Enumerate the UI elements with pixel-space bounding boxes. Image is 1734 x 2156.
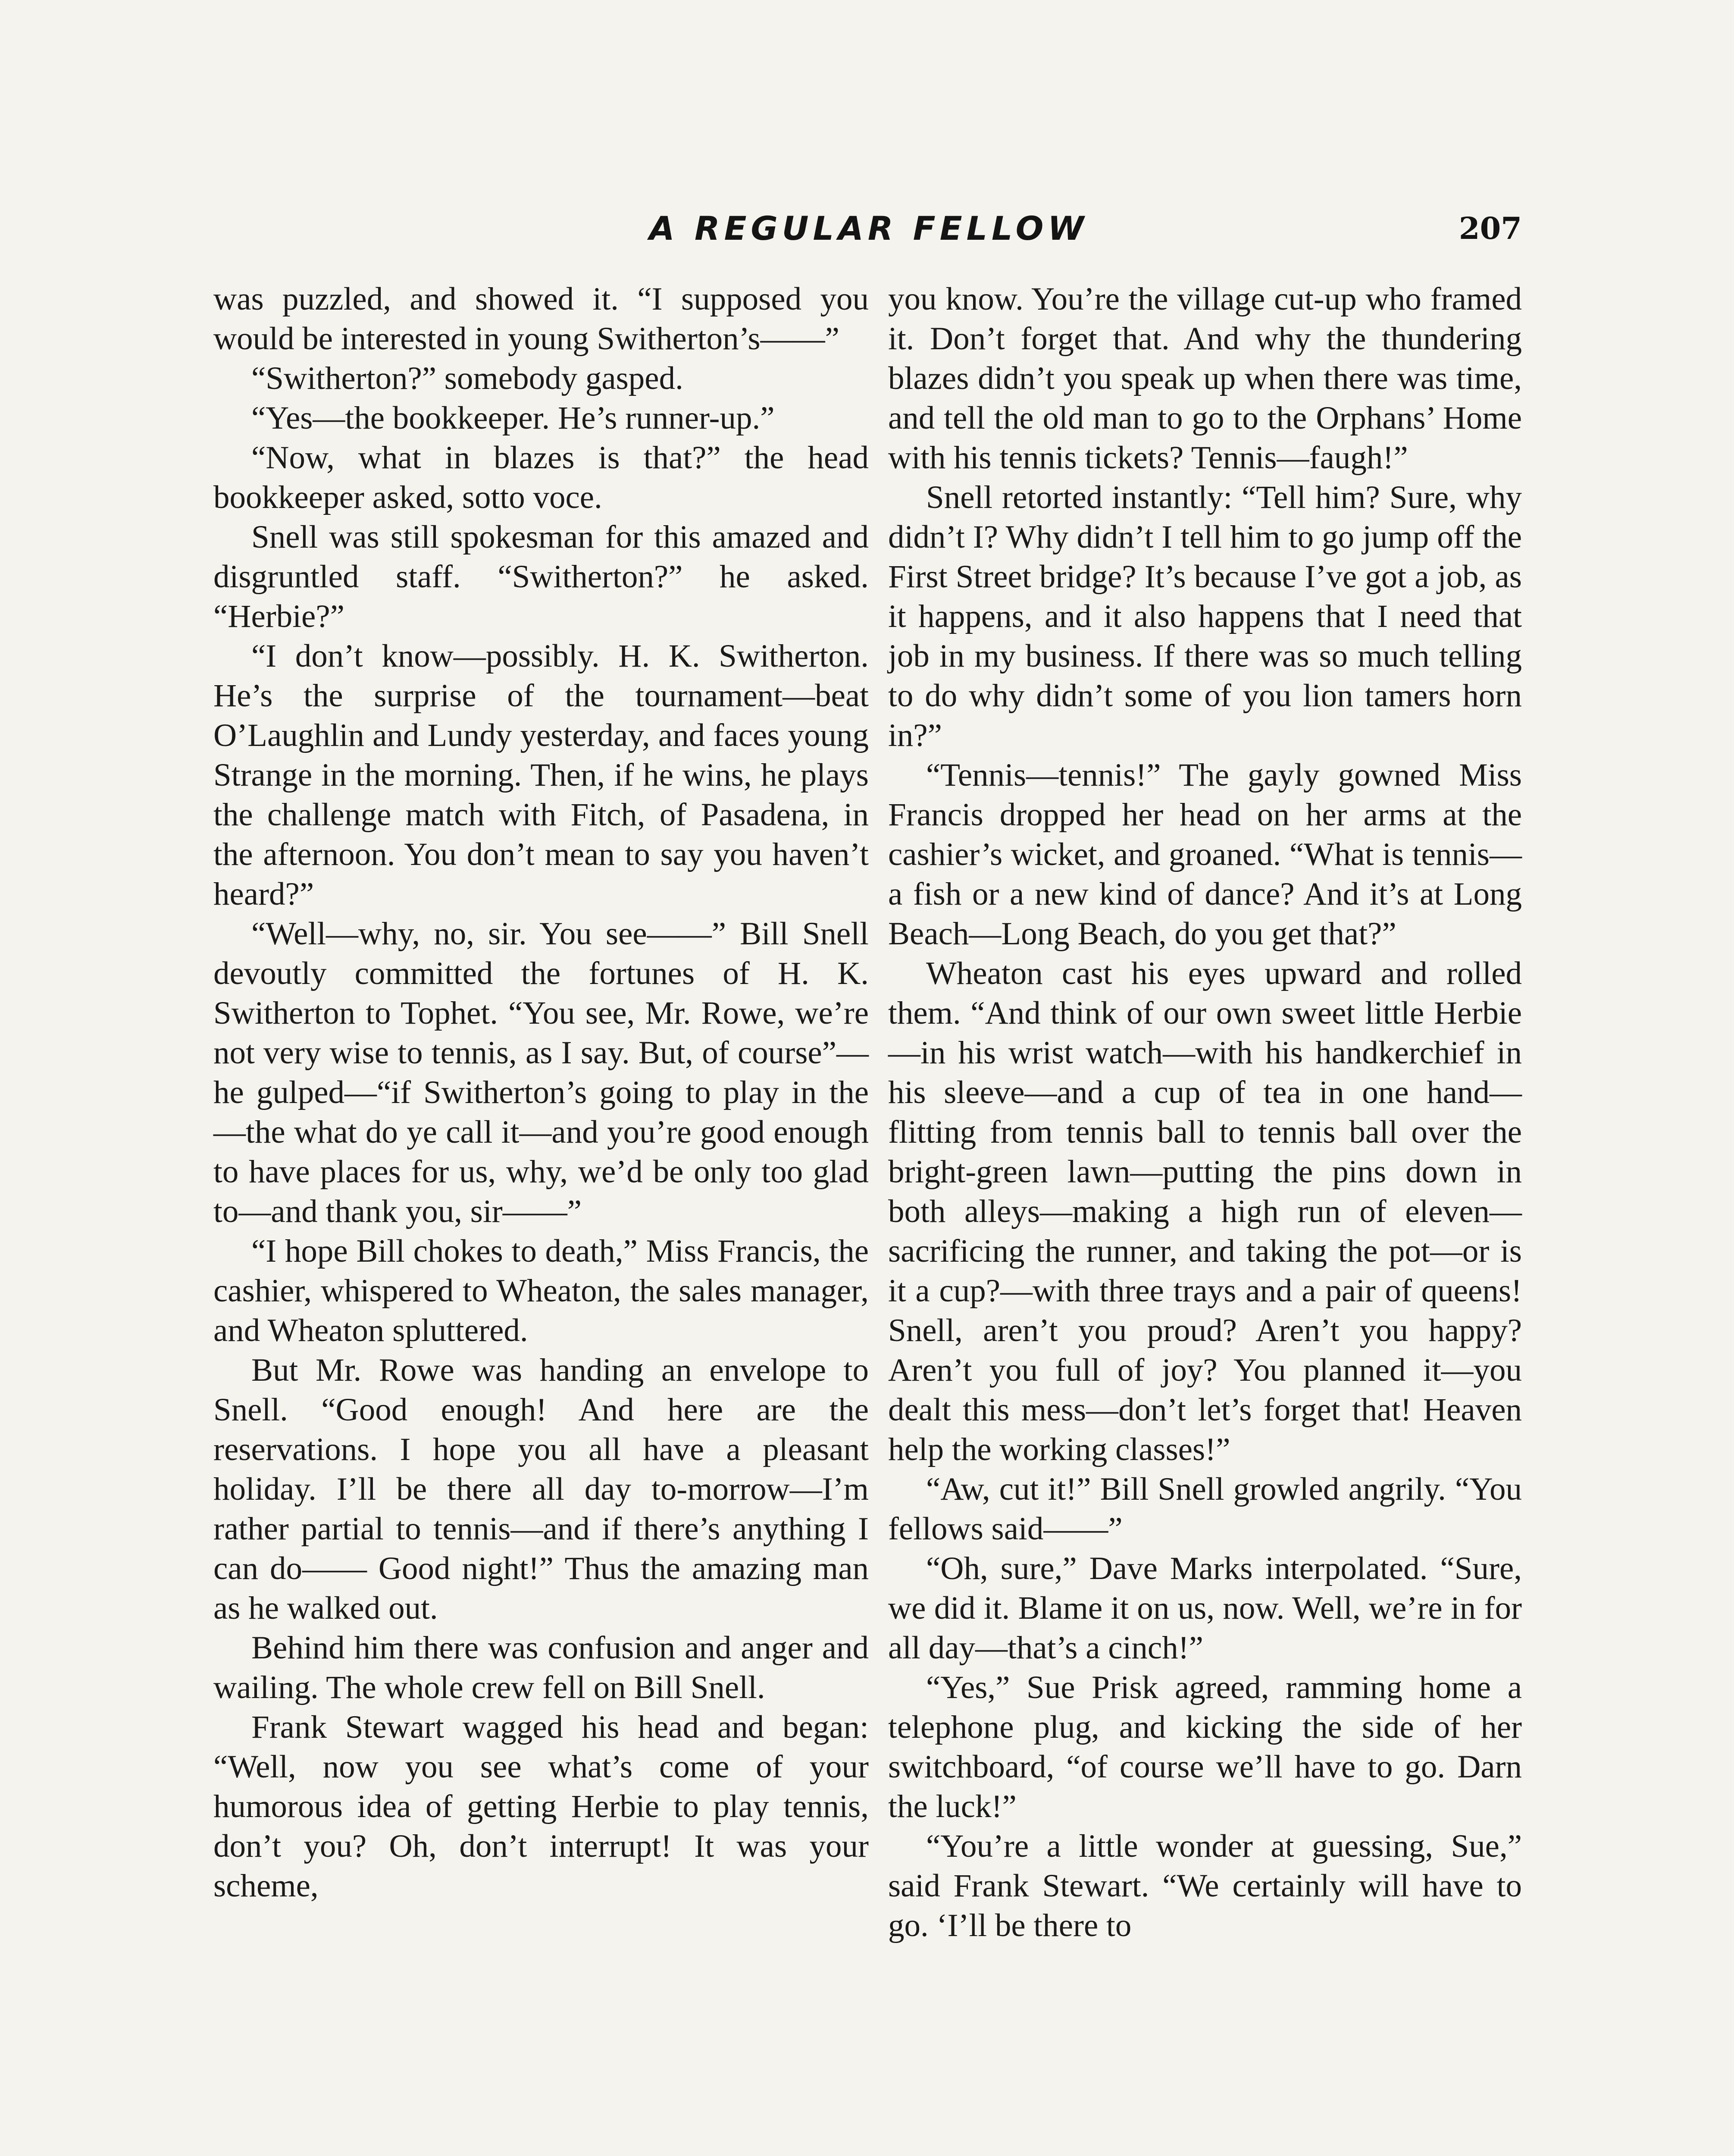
paragraph: “Tennis—tennis!” The gayly gowned Miss Francis dropped her head on her arms at the cashier’s wicket, and groaned. “What is tennis—a fish or a new kind of dance? And it’s at Long Beach—Long Beach, do you get that?” <box>888 757 1522 952</box>
running-title: A REGULAR FELLOW <box>649 209 1089 248</box>
page-number: 207 <box>1459 210 1522 246</box>
paragraph: Snell retorted instantly: “Tell him? Sure, why didn’t I? Why didn’t I tell him to go jump off the First Street bridge? It’s because I’ve got a job, as it happens, and it also happens that I need that job in my business. If there was so much telling to do why didn’t some of you lion tamers horn in?” <box>888 479 1522 753</box>
paragraph: “Switherton?” somebody gasped. <box>251 360 683 396</box>
paragraph: “Aw, cut it!” Bill Snell growled angrily. “You fellows said——” <box>888 1471 1522 1547</box>
paragraph: “I don’t know—possibly. H. K. Switherton. He’s the surprise of the tournament—beat O’Laughlin and Lundy yesterday, and faces young Strange in the morning. Then, if he wins, he plays the challenge match with Fitch, of Pasadena, in the afternoon. You don’t mean to say you haven’t heard?” <box>213 638 869 912</box>
paragraph: “Yes—the bookkeeper. He’s runner-up.” <box>251 400 775 436</box>
paragraph: was puzzled, and showed it. “I supposed you would be interested in young Switherton’s——” <box>213 281 869 357</box>
paragraph: But Mr. Rowe was handing an envelope to Snell. “Good enough! And here are the reservations. I hope you all have a pleasant holiday. I’ll be there all day to-morrow—I’m rather partial to tennis—and if there’s anything I can do—— Good night!” Thus the amazing man as he walked out. <box>213 1352 869 1626</box>
paragraph: Snell was still spokesman for this amazed and disgruntled staff. “Switherton?” he asked. “Herbie?” <box>213 519 869 634</box>
paragraph: “Yes,” Sue Prisk agreed, ramming home a telephone plug, and kicking the side of her switchboard, “of course we’ll have to go. Darn the luck!” <box>888 1670 1522 1824</box>
paragraph: Frank Stewart wagged his head and began: “Well, now you see what’s come of your humorous idea of getting Herbie to play tennis, don’t you? Oh, don’t interrupt! It was your scheme, <box>213 1709 869 1904</box>
left-column <box>213 279 869 1906</box>
paragraph: Behind him there was confusion and anger and wailing. The whole crew fell on Bill Snell. <box>213 1630 869 1705</box>
paragraph: you know. You’re the village cut-up who framed it. Don’t forget that. And why the thundering blazes didn’t you speak up when there was time, and tell the old man to go to the Orphans’ Home with his tennis tickets? Tennis—faugh!” <box>888 281 1522 476</box>
paragraph: Wheaton cast his eyes upward and rolled them. “And think of our own sweet little Herbie—in his wrist watch—with his handkerchief in his sleeve—and a cup of tea in one hand—flitting from tennis ball to tennis ball over the bright-green lawn—putting the pins down in both alleys—making a high run of eleven—sacrificing the runner, and taking the pot—or is it a cup?—with three trays and a pair of queens! Snell, aren’t you proud? Aren’t you happy? Aren’t you full of joy? You planned it—you dealt this mess—don’t let’s forget that! Heaven help the working classes!” <box>888 956 1522 1467</box>
page-header <box>216 203 1522 263</box>
right-column <box>888 279 1522 1946</box>
paragraph: “Now, what in blazes is that?” the head bookkeeper asked, sotto voce. <box>213 440 869 515</box>
paragraph: “Well—why, no, sir. You see——” Bill Snell devoutly committed the fortunes of H. K. Switherton to Tophet. “You see, Mr. Rowe, we’re not very wise to tennis, as I say. But, of course”—he gulped—“if Switherton’s going to play in the—the what do ye call it—and you’re good enough to have places for us, why, we’d be only too glad to—and thank you, sir——” <box>213 916 869 1229</box>
paragraph: “I hope Bill chokes to death,” Miss Francis, the cashier, whispered to Wheaton, the sales manager, and Wheaton spluttered. <box>213 1233 869 1348</box>
paragraph: “Oh, sure,” Dave Marks interpolated. “Sure, we did it. Blame it on us, now. Well, we’re in for all day—that’s a cinch!” <box>888 1551 1522 1666</box>
paragraph: “You’re a little wonder at guessing, Sue,” said Frank Stewart. “We certainly will have to go. ‘I’ll be there to <box>888 1828 1522 1943</box>
